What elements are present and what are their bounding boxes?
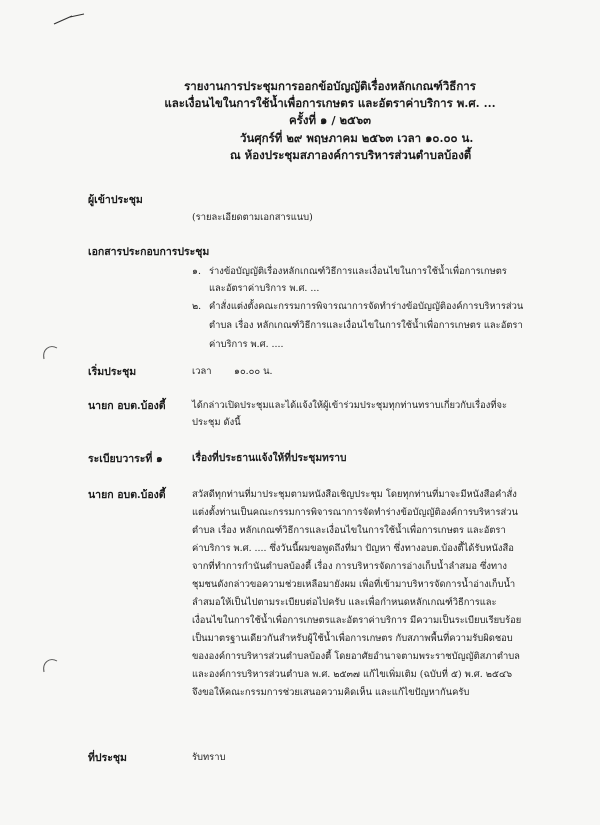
opening-speaker-label: นายก อบต.บ้องตี้ xyxy=(88,400,166,412)
attendees-label: ผู้เข้าประชุม xyxy=(88,194,143,206)
meeting-date: วันศุกร์ที่ ๒๙ พฤษภาคม ๒๕๖๓ เวลา ๑๐.๐๐ น. xyxy=(240,131,474,145)
statement-line: สวัสดีทุกท่านที่มาประชุมตามหนังสือเชิญประชุม โดยทุกท่านที่มาจะมีหนังสือคำสั่ง xyxy=(192,489,517,500)
agenda-1-title: เรื่องที่ประธานแจ้งให้ที่ประชุมทราบ xyxy=(192,452,347,464)
statement-line: ลำสมอให้เป็นไปตามระเบียบต่อไปครับ และเพื่อกำหนดหลักเกณฑ์วิธีการและ xyxy=(192,597,497,608)
report-title-line-2: และเงื่อนไขในการใช้น้ำเพื่อการเกษตร และอัตราค่าบริการ พ.ศ. ... xyxy=(164,96,496,110)
document-item-line: ตำบล เรื่อง หลักเกณฑ์วิธีการและเงื่อนไขในการใช้น้ำเพื่อการเกษตร และอัตรา xyxy=(209,320,523,331)
statement-line: ค่าบริการ พ.ศ. .... ซึ่งวันนี้ผมขอพูดถึงที่มา ปัญหา ซึ่งทางอบต.บ้องตี้ได้รับหนังสือ xyxy=(192,543,514,554)
opening-line: ประชุม ดังนี้ xyxy=(192,417,241,428)
start-time-value: ๑๐.๐๐ น. xyxy=(234,366,273,377)
statement-line: ขององค์การบริหารส่วนตำบลบ้องตี้ โดยอาศัยอำนาจตามพระราชบัญญัติสภาตำบล xyxy=(192,651,520,662)
document-item-line: และอัตราค่าบริการ พ.ศ. ... xyxy=(209,283,320,294)
pen-scribble-mark xyxy=(52,12,86,30)
opening-line: ได้กล่าวเปิดประชุมและได้แจ้งให้ผู้เข้าร่วมประชุมทุกท่านทราบเกี่ยวกับเรื่องที่จะ xyxy=(192,400,508,411)
document-item-line: คำสั่งแต่งตั้งคณะกรรมการพิจารณาการจัดทำร่างข้อบัญญัติองค์การบริหารส่วน xyxy=(209,301,524,312)
report-title-line-1: รายงานการประชุมการออกข้อบัญญัติเรื่องหลักเกณฑ์วิธีการ xyxy=(184,79,476,93)
resolution-label: ที่ประชุม xyxy=(88,752,127,764)
punch-hole-mark xyxy=(40,343,60,361)
statement-line: ตำบล เรื่อง หลักเกณฑ์วิธีการและเงื่อนไขในการใช้น้ำเพื่อการเกษตร และอัตรา xyxy=(192,525,506,536)
meeting-place: ณ ห้องประชุมสภาองค์การบริหารส่วนตำบลบ้องตี้ xyxy=(230,148,472,162)
statement-line: และองค์การบริหารส่วนตำบล พ.ศ. ๒๕๓๗ แก้ไขเพิ่มเติม (ฉบับที่ ๕) พ.ศ. ๒๕๔๖ xyxy=(192,669,513,680)
meeting-number: ครั้งที่ ๑ / ๒๕๖๓ xyxy=(288,113,372,127)
start-time-label: เวลา xyxy=(192,366,212,377)
document-item-number: ๑. xyxy=(192,266,201,277)
document-item-line: ค่าบริการ พ.ศ. .... xyxy=(209,339,284,350)
document-item-line: ร่างข้อบัญญัติเรื่องหลักเกณฑ์วิธีการและเงื่อนไขในการใช้น้ำเพื่อการเกษตร xyxy=(209,266,507,277)
document-item-number: ๒. xyxy=(192,301,202,312)
statement-line: แต่งตั้งท่านเป็นคณะกรรมการพิจารณาการจัดทำร่างข้อบัญญัติองค์การบริหารส่วน xyxy=(192,507,518,518)
agenda-1-label: ระเบียบวาระที่ ๑ xyxy=(88,453,163,465)
statement-line: ชุมชนดังกล่าวขอความช่วยเหลือมายังผม เพื่อที่เข้ามาบริหารจัดการน้ำอ่างเก็บน้ำ xyxy=(192,579,516,590)
start-label: เริ่มประชุม xyxy=(88,366,137,378)
statement-line: จากที่ทำการกำนันตำบลบ้องตี้ เรื่อง การบริหารจัดการอ่างเก็บน้ำลำสมอ ซึ่งทาง xyxy=(192,561,507,572)
documents-label: เอกสารประกอบการประชุม xyxy=(88,246,210,258)
statement-line: เป็นมาตรฐานเดียวกันสำหรับผู้ใช้น้ำเพื่อการเกษตร กับสภาพพื้นที่ความรับผิดชอบ xyxy=(192,633,513,644)
punch-hole-mark xyxy=(40,656,60,674)
attendees-detail: (รายละเอียดตามเอกสารแนบ) xyxy=(192,212,313,223)
statement-line: เงื่อนไขในการใช้น้ำเพื่อการเกษตรและอัตราค่าบริการ มีความเป็นระเบียบเรียบร้อย xyxy=(192,615,522,626)
resolution-text: รับทราบ xyxy=(192,752,226,763)
statement-line: จึงขอให้คณะกรรมการช่วยเสนอความคิดเห็น และแก้ไขปัญหากันครับ xyxy=(192,687,470,698)
statement-speaker-label: นายก อบต.บ้องตี้ xyxy=(88,489,166,501)
